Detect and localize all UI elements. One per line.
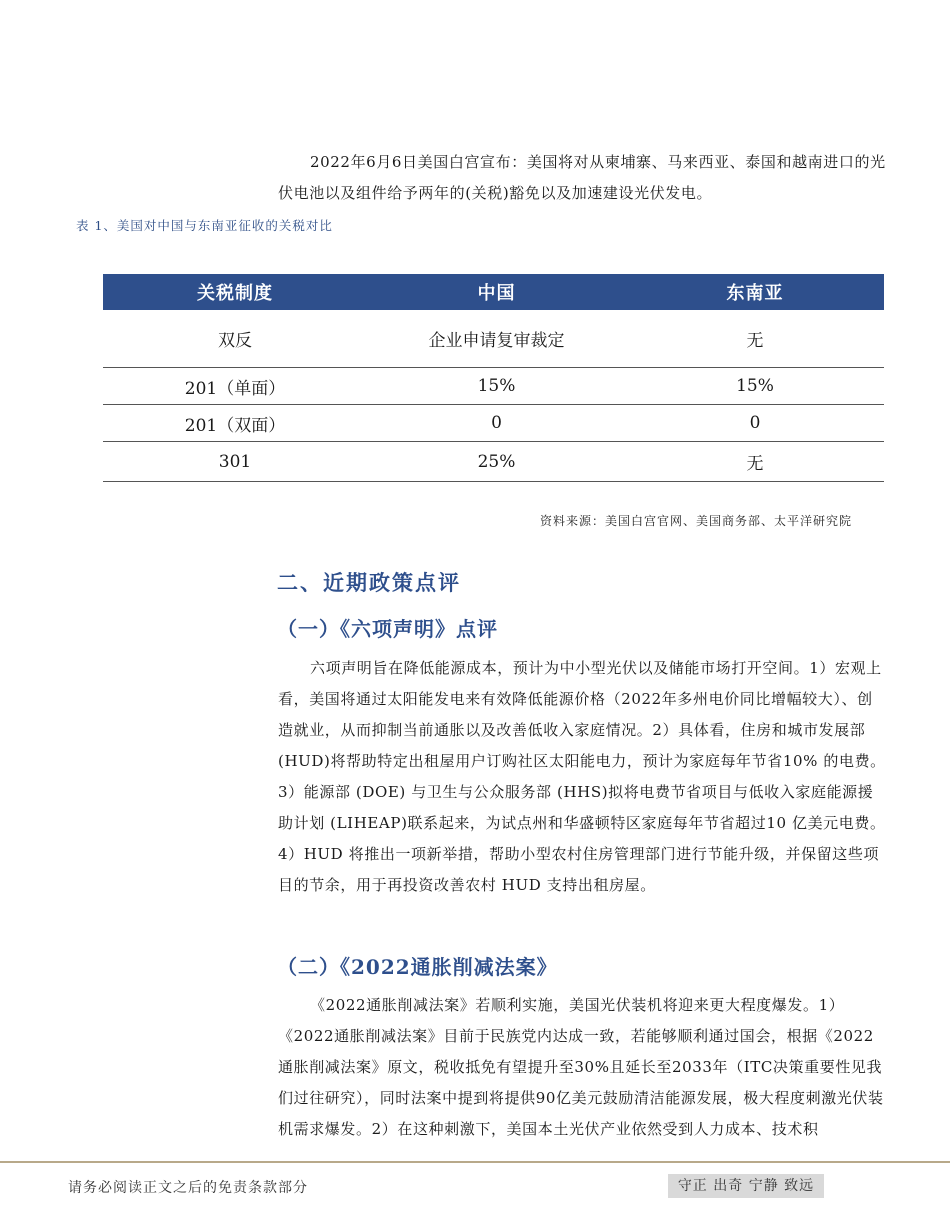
header-china: 中国: [367, 274, 626, 310]
footer-motto: 守正 出奇 宁静 致远: [668, 1174, 824, 1198]
footer-disclaimer: 请务必阅读正文之后的免责条款部分: [68, 1180, 308, 1196]
inflation-act-paragraph: 《2022通胀削减法案》若顺利实施，美国光伏装机将迎来更大程度爆发。1）《2022通胀削减法案》目前于民族党内达成一致，若能够顺利通过国会，根据《2022通胀削减法案》原文，税收抵免有望提升至30%且延长至2033年（ITC决策重要性见我们过往研究），同时法案中提到将提供90亿美元鼓励清洁能源发展，极大程度刺激光伏装机需求爆发。2）在这种刺激下，美国本土光伏产业依然受到人力成本、技术积: [278, 996, 884, 1138]
header-tariff-system: 关税制度: [103, 274, 367, 310]
table-cell: 15%: [626, 368, 884, 405]
section-heading: 二、近期政策点评: [277, 570, 461, 595]
table-row: [103, 368, 884, 405]
table-cell: 201（单面）: [103, 368, 367, 405]
six-statements-paragraph: 六项声明旨在降低能源成本，预计为中小型光伏以及储能市场打开空间。1）宏观上看，美国将通过太阳能发电来有效降低能源价格（2022年多州电价同比增幅较大）、创造就业，从而抑制当前通胀以及改善低收入家庭情况。2）具体看，住房和城市发展部 (HUD)将帮助特定出租屋用户订购社区太阳能电力，预计为家庭每年节省10% 的电费。3）能源部 (DOE) 与卫生与公众服务部 (HHS)拟将电费节省项目与低收入家庭能源援助计划 (LIHEAP)联系起来，为试点州和华盛顿特区家庭每年节省超过10 亿美元电费。4）HUD 将推出一项新举措，帮助小型农村住房管理部门进行节能升级，并保留这些项目的节余，用于再投资改善农村 HUD 支持出租房屋。: [278, 659, 886, 894]
table-cell: 201（双面）: [103, 405, 367, 442]
table-cell: 15%: [367, 368, 626, 405]
subsection-heading-inflation-act: （二）《2022通胀削减法案》: [277, 955, 558, 979]
subsection-heading-six-statements: （一）《六项声明》点评: [277, 617, 498, 641]
table-header-row: [103, 274, 884, 310]
tariff-comparison-table: [103, 274, 884, 482]
table-cell: 301: [103, 442, 367, 482]
table-row: [103, 405, 884, 442]
table-caption: 表 1、美国对中国与东南亚征收的关税对比: [76, 218, 333, 233]
table-row: [103, 310, 884, 368]
table-cell: 双反: [218, 331, 252, 351]
intro-paragraph: 2022年6月6日美国白宫宣布：美国将对从柬埔寨、马来西亚、泰国和越南进口的光伏电池以及组件给予两年的(关税)豁免以及加速建设光伏发电。: [278, 153, 886, 202]
header-southeast-asia: 东南亚: [626, 274, 884, 310]
footer-divider: [0, 1161, 950, 1163]
table-source-note: 资料来源：美国白宫官网、美国商务部、太平洋研究院: [540, 514, 853, 528]
table-cell: 无: [626, 442, 884, 482]
table-cell: 0: [626, 405, 884, 442]
table-cell: 0: [367, 405, 626, 442]
table-cell: 企业申请复审裁定: [428, 331, 565, 351]
table-cell: 25%: [367, 442, 626, 482]
table-row: [103, 442, 884, 482]
table-cell: 无: [746, 331, 764, 351]
